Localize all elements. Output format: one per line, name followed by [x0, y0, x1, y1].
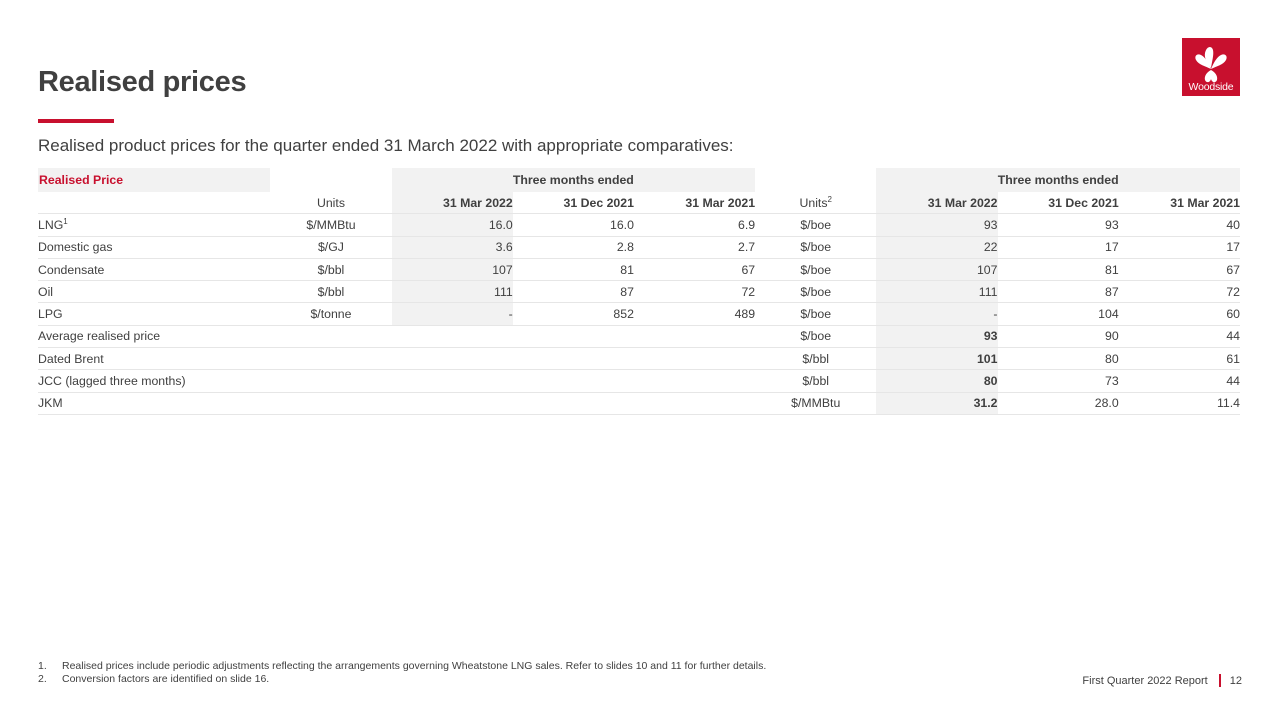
table-row: Dated Brent $/bbl 101 80 61 [38, 348, 1240, 370]
col-header-boe-p1: 31 Mar 2022 [876, 192, 997, 214]
page-number: 12 [1229, 674, 1242, 687]
table-header-row-1 [38, 168, 1240, 192]
col-header-native-p3: 31 Mar 2021 [634, 192, 755, 214]
col-header-native-p2: 31 Dec 2021 [513, 192, 634, 214]
units-header-boe: Units$^2$ [755, 192, 876, 214]
page-footer [1082, 674, 1242, 687]
page-title: Realised prices [38, 66, 247, 98]
title-underline [38, 119, 114, 123]
page-subtitle: Realised product prices for the quarter ended 31 March 2022 with appropriate comparatives: [38, 136, 734, 155]
table-row: Condensate $/bbl 107 81 67 $/boe 107 81 67 [38, 258, 1240, 280]
woodside-logo [1182, 38, 1240, 96]
col-header-boe-p2: 31 Dec 2021 [998, 192, 1119, 214]
table-row: JKM $/MMBtu 31.2 28.0 11.4 [38, 392, 1240, 414]
realised-price-header: Realised Price [38, 168, 270, 192]
group-header-native: Three months ended [392, 168, 756, 192]
units-header-native: Units [270, 192, 391, 214]
group-header-boe: Three months ended [876, 168, 1240, 192]
realised-prices-table [38, 168, 1240, 415]
footnote: 2. Conversion factors are identified on slide 16. [38, 673, 270, 685]
footnote: 1. Realised prices include periodic adjustments reflecting the arrangements governing Wheatstone LNG sales. Refer to slides 10 and 11 for further details. [38, 660, 767, 672]
col-header-native-p1: 31 Mar 2022 [392, 192, 513, 214]
table-row: LNG$^1$ $/MMBtu 16.0 16.0 6.9 $/boe 93 93 40 [38, 214, 1240, 236]
table-row: Domestic gas $/GJ 3.6 2.8 2.7 $/boe 22 17 17 [38, 236, 1240, 258]
footer-divider [1219, 674, 1221, 687]
col-header-boe-p3: 31 Mar 2021 [1119, 192, 1240, 214]
table-header-row-2 [38, 192, 1240, 214]
report-name: First Quarter 2022 Report [1082, 674, 1208, 687]
logo-wordmark: Woodside [1188, 81, 1234, 93]
footnotes [38, 660, 766, 686]
table-row: Oil $/bbl 111 87 72 $/boe 111 87 72 [38, 281, 1240, 303]
table-row: JCC (lagged three months) $/bbl 80 73 44 [38, 370, 1240, 392]
table-row: LPG $/tonne - 852 489 $/boe - 104 60 [38, 303, 1240, 325]
table-row: Average realised price $/boe 93 90 44 [38, 325, 1240, 347]
